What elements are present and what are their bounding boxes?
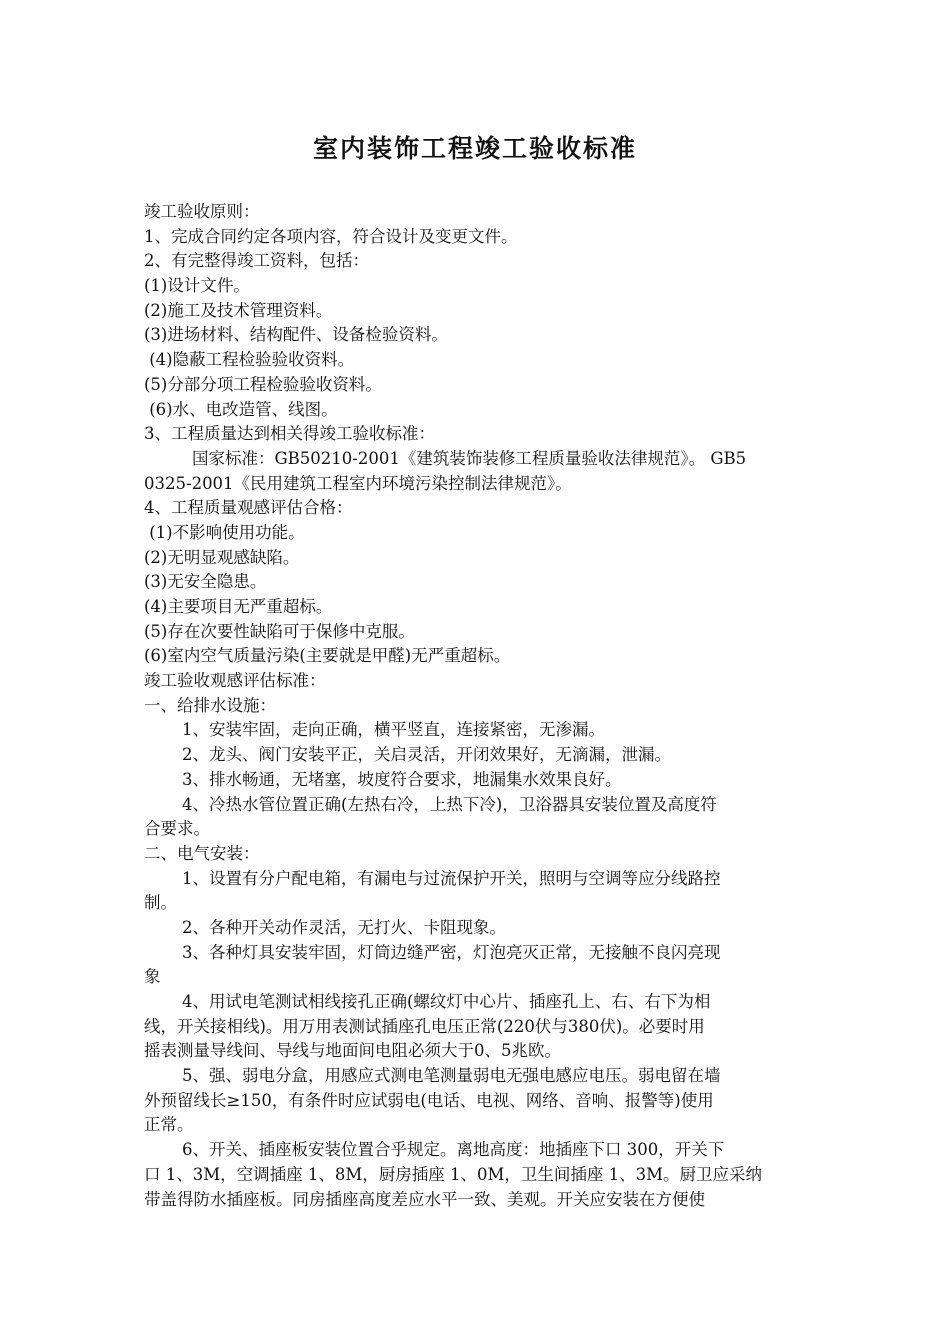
document-body (144, 200, 808, 1212)
text-line: 口 1、3M，空调插座 1、8M，厨房插座 1、0M，卫生间插座 1、3M。厨卫应采纳 (144, 1164, 763, 1184)
text-line: (6)水、电改造管、线图。 (144, 399, 338, 419)
text-line: 3、工程质量达到相关得竣工验收标准： (144, 424, 435, 444)
text-line: (2)无明显观感缺陷。 (144, 547, 300, 567)
text-line: 一、给排水设施： (144, 695, 276, 715)
text-line: 竣工验收原则： (144, 202, 260, 221)
text-line: 1、安装牢固，走向正确，横平竖直，连接紧密，无渗漏。 (182, 720, 605, 740)
text-line: 3、排水畅通，无堵塞，坡度符合要求，地漏集水效果良好。 (182, 769, 622, 789)
text-line: 1、设置有分户配电箱，有漏电与过流保护开关，照明与空调等应分线路控 (182, 868, 721, 888)
text-line: 二、电气安装： (144, 843, 260, 863)
text-line: (1)设计文件。 (144, 276, 250, 296)
text-line: (2)施工及技术管理资料。 (144, 300, 333, 320)
text-line: (4)隐蔽工程检验验收资料。 (144, 350, 355, 370)
text-line: 4、冷热水管位置正确(左热右冷，上热下冷)，卫浴器具安装位置及高度符 (182, 794, 717, 814)
text-line: 国家标准：GB50210-2001《建筑装饰装修工程质量验收法律规范》。 GB5 (192, 448, 747, 468)
text-line: (3)进场材料、结构配件、设备检验资料。 (144, 325, 448, 345)
text-line: (3)无安全隐患。 (144, 572, 267, 592)
text-line: 5、强、弱电分盒，用感应式测电笔测量弱电无强电感应电压。弱电留在墙 (182, 1066, 721, 1086)
text-line: (6)室内空气质量污染(主要就是甲醛)无严重超标。 (144, 646, 511, 666)
text-line: 4、用试电笔测试相线接孔正确(螺纹灯中心片、插座孔上、右、右下为相 (182, 992, 711, 1011)
text-line: 6、开关、插座板安装位置合乎规定。离地高度：地插座下口 300，开关下 (182, 1140, 725, 1160)
text-line: 4、工程质量观感评估合格： (144, 498, 353, 518)
text-line: 合要求。 (144, 819, 210, 839)
text-line: 外预留线长≥150，有条件时应试弱电(电话、电视、网络、音响、报警等)使用 (144, 1090, 714, 1110)
text-line: 2、龙头、阀门安装平正，关启灵活，开闭效果好，无滴漏，泄漏。 (182, 745, 671, 765)
document-title: 室内装饰工程竣工验收标准 (312, 134, 637, 163)
text-line: 竣工验收观感评估标准： (144, 671, 326, 691)
text-line: 象 (144, 967, 161, 987)
text-line: (4)主要项目无严重超标。 (144, 597, 333, 616)
text-line: 2、有完整得竣工资料，包括： (144, 251, 369, 271)
text-line: (1)不影响使用功能。 (144, 522, 305, 542)
text-line: 正常。 (144, 1115, 194, 1135)
text-line: (5)存在次要性缺陷可于保修中克服。 (144, 621, 415, 641)
text-line: (5)分部分项工程检验验收资料。 (144, 374, 382, 394)
text-line: 1、完成合同约定各项内容，符合设计及变更文件。 (144, 226, 518, 246)
text-line: 线，开关接相线)。用万用表测试插座孔电压正常(220伏与380伏)。必要时用 (144, 1016, 705, 1036)
text-line: 2、各种开关动作灵活，无打火、卡阻现象。 (182, 917, 506, 937)
text-line: 带盖得防水插座板。同房插座高度差应水平一致、美观。开关应安装在方便使 (144, 1189, 705, 1209)
text-line: 摇表测量导线间、导线与地面间电阻必须大于0、5兆欧。 (144, 1041, 561, 1061)
text-line: 0325-2001《民用建筑工程室内环境污染控制法律规范》。 (144, 473, 572, 493)
text-line: 制。 (144, 893, 177, 913)
text-line: 3、各种灯具安装牢固，灯筒边缝严密，灯泡亮灭正常，无接触不良闪亮现 (182, 942, 721, 962)
